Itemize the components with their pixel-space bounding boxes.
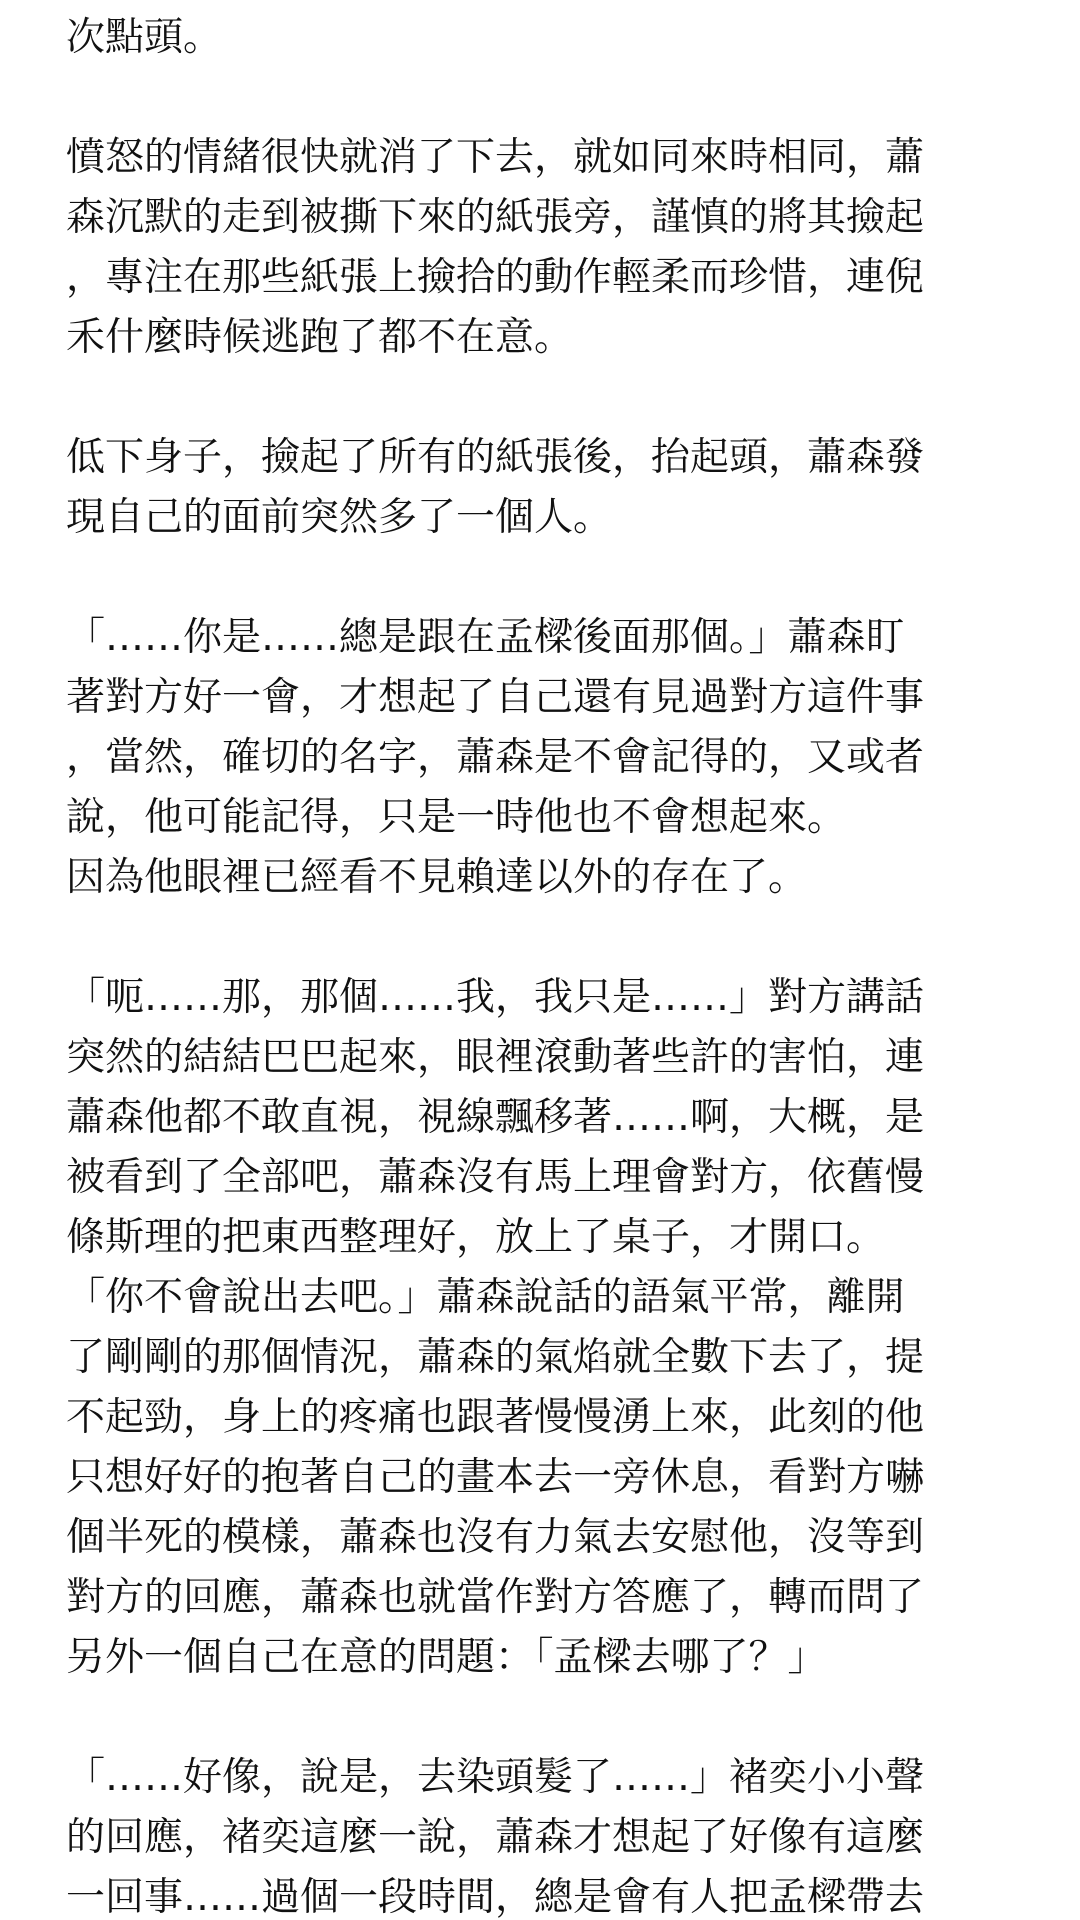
text-line: 不起勁，身上的疼痛也跟著慢慢湧上來，此刻的他 xyxy=(66,1395,925,1440)
text-line: 說，他可能記得，只是一時他也不會想起來。 xyxy=(66,795,847,840)
text-line: 條斯理的把東西整理好，放上了桌子，才開口。 xyxy=(66,1215,886,1260)
text-line: 對方的回應，蕭森也就當作對方答應了，轉而問了 xyxy=(66,1575,925,1620)
text-line: 低下身子，撿起了所有的紙張後，抬起頭，蕭森發 xyxy=(66,435,925,480)
text-line: 只想好好的抱著自己的畫本去一旁休息，看對方嚇 xyxy=(66,1455,925,1500)
text-line: 次點頭。 xyxy=(66,15,223,60)
text-line: 了剛剛的那個情況，蕭森的氣焰就全數下去了，提 xyxy=(66,1335,925,1380)
text-line: 個半死的模樣，蕭森也沒有力氣去安慰他，沒等到 xyxy=(66,1515,925,1560)
text-line: 另外一個自己在意的問題：「孟樑去哪了？」 xyxy=(66,1635,827,1680)
text-line: ，專注在那些紙張上撿拾的動作輕柔而珍惜，連倪 xyxy=(66,255,925,300)
text-line: 的回應，褚奕這麼一說，蕭森才想起了好像有這麼 xyxy=(66,1815,925,1860)
text-line: 「呃……那，那個……我，我只是……」對方講話 xyxy=(66,975,925,1020)
text-line: 蕭森他都不敢直視，視線飄移著……啊，大概，是 xyxy=(66,1095,925,1140)
text-line: 一回事……過個一段時間，總是會有人把孟樑帶去 xyxy=(66,1875,925,1920)
text-line: 因為他眼裡已經看不見賴達以外的存在了。 xyxy=(66,855,808,900)
text-line: 被看到了全部吧，蕭森沒有馬上理會對方，依舊慢 xyxy=(66,1155,925,1200)
text-line: 現自己的面前突然多了一個人。 xyxy=(66,495,613,540)
text-line: 突然的結結巴巴起來，眼裡滾動著些許的害怕，連 xyxy=(66,1035,925,1080)
text-line: 「……好像，說是，去染頭髮了……」褚奕小小聲 xyxy=(66,1755,925,1800)
text-line: 著對方好一會，才想起了自己還有見過對方這件事 xyxy=(66,675,925,720)
text-line: 禾什麼時候逃跑了都不在意。 xyxy=(66,315,574,360)
text-line: 憤怒的情緒很快就消了下去，就如同來時相同，蕭 xyxy=(66,135,925,180)
text-line: 「……你是……總是跟在孟樑後面那個。」蕭森盯 xyxy=(66,615,905,660)
text-line: ，當然，確切的名字，蕭森是不會記得的，又或者 xyxy=(66,735,925,780)
text-line: 「你不會說出去吧。」蕭森說話的語氣平常，離開 xyxy=(66,1275,905,1320)
text-line: 森沉默的走到被撕下來的紙張旁，謹慎的將其撿起 xyxy=(66,195,925,240)
